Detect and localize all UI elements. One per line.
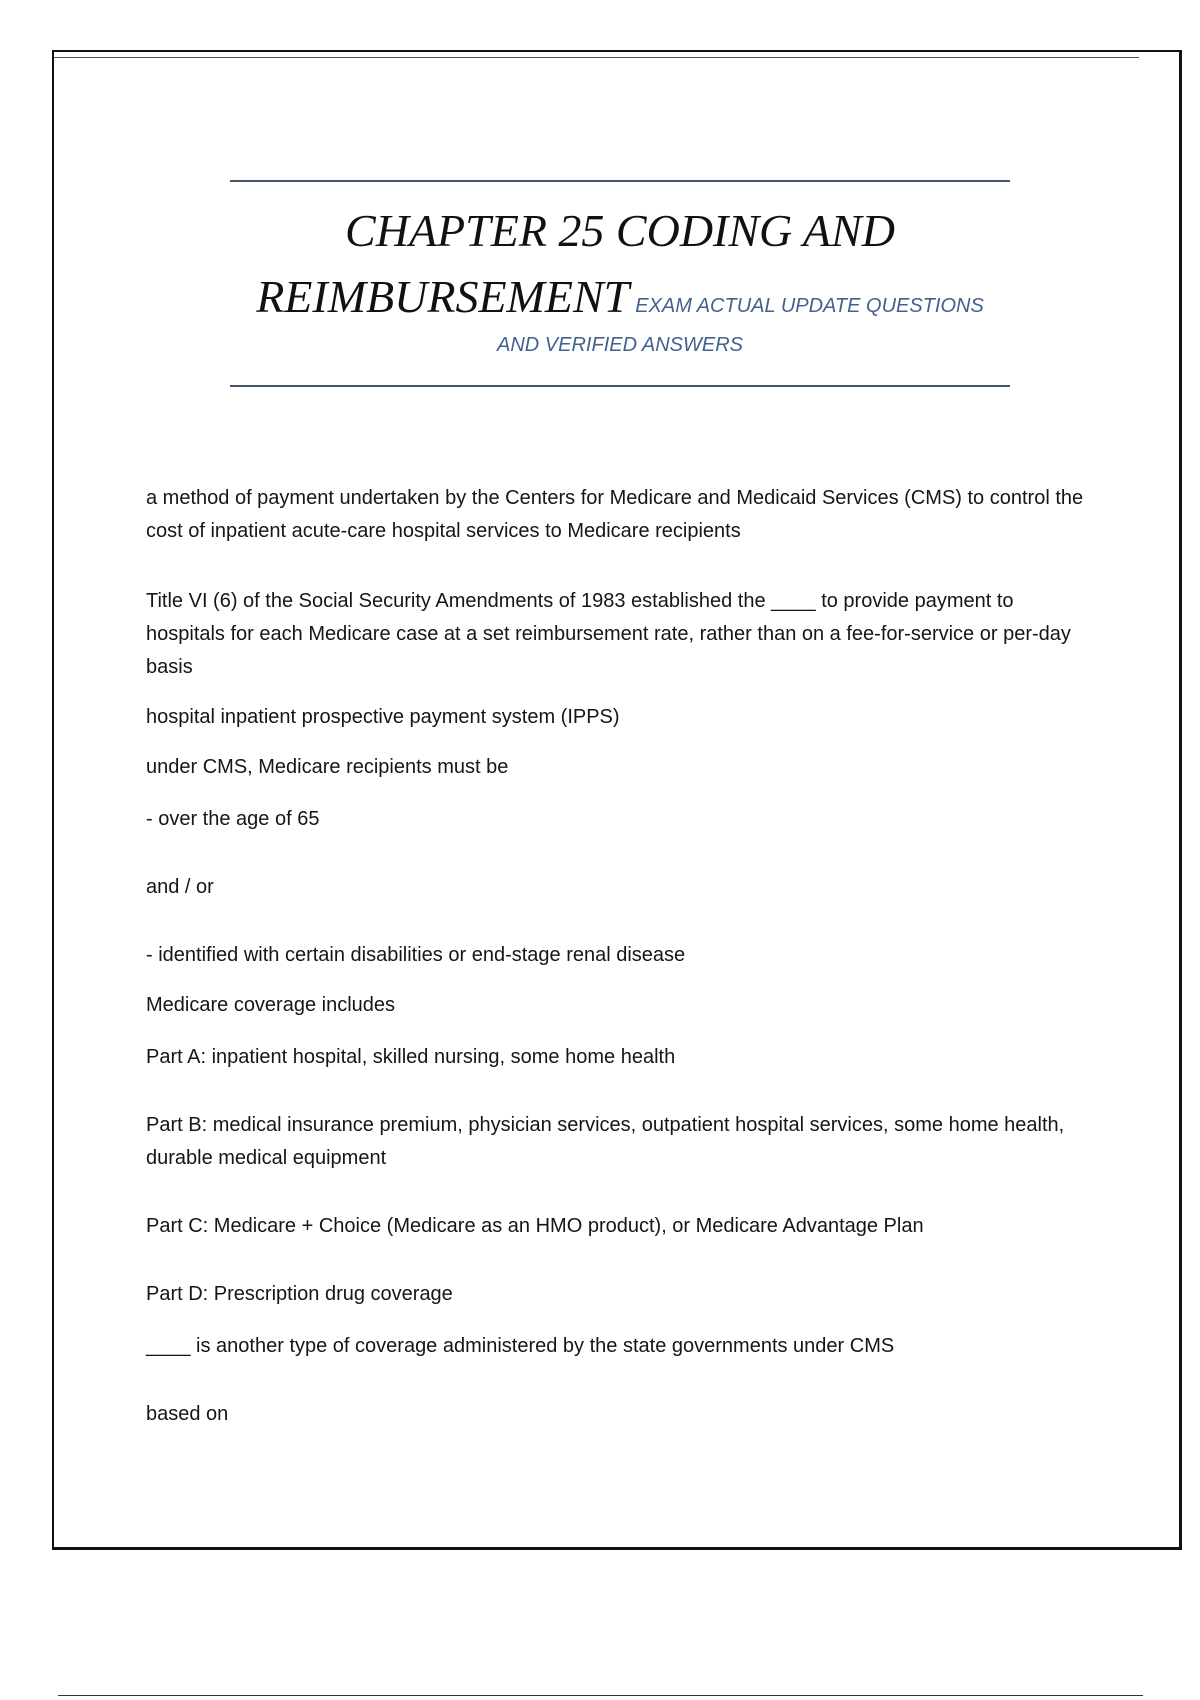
body-paragraph: under CMS, Medicare recipients must be [146, 756, 509, 778]
document-title-line-2-row [230, 270, 1010, 324]
title-bottom-rule [230, 385, 1010, 387]
title-block [230, 180, 1010, 387]
body-paragraph: Part A: inpatient hospital, skilled nursing, some home health [146, 1046, 676, 1068]
body-paragraph: Part D: Prescription drug coverage [146, 1283, 453, 1305]
body-paragraph: based on [146, 1403, 229, 1425]
document-title-line-1: CHAPTER 25 CODING AND [345, 205, 895, 256]
document-subtitle-part-2: AND VERIFIED ANSWERS [497, 334, 743, 356]
body-paragraph: a method of payment undertaken by the Centers for Medicare and Medicaid Services (CMS) to control the cost of inpatient acute-care hospital services to Medicare recipients [146, 487, 1084, 542]
body-paragraph: ____ is another type of coverage administered by the state governments under CMS [146, 1335, 895, 1357]
body-paragraph: Title VI (6) of the Social Security Amendments of 1983 established the ____ to provide payment to hospitals for each Medicare case at a set reimbursement rate, rather than on a fee-for-service or per-day basis [146, 590, 1071, 678]
next-page-rule [58, 1695, 1143, 1696]
frame-inner-rule [54, 57, 1139, 58]
body-paragraph: Medicare coverage includes [146, 994, 396, 1016]
body-paragraph: hospital inpatient prospective payment system (IPPS) [146, 706, 620, 728]
document-title-line-2: REIMBURSEMENT [256, 271, 630, 322]
body-paragraph: Part C: Medicare + Choice (Medicare as an HMO product), or Medicare Advantage Plan [146, 1215, 924, 1237]
body-paragraph: Part B: medical insurance premium, physician services, outpatient hospital services, some home health, durable medical equipment [146, 1114, 1065, 1169]
title-top-rule [230, 180, 1010, 182]
body-paragraph: and / or [146, 876, 214, 898]
document-subtitle-part-1: EXAM ACTUAL UPDATE QUESTIONS [635, 295, 984, 317]
document-body [146, 482, 1096, 1431]
body-paragraph: - identified with certain disabilities or end-stage renal disease [146, 944, 686, 966]
body-paragraph: - over the age of 65 [146, 808, 320, 830]
